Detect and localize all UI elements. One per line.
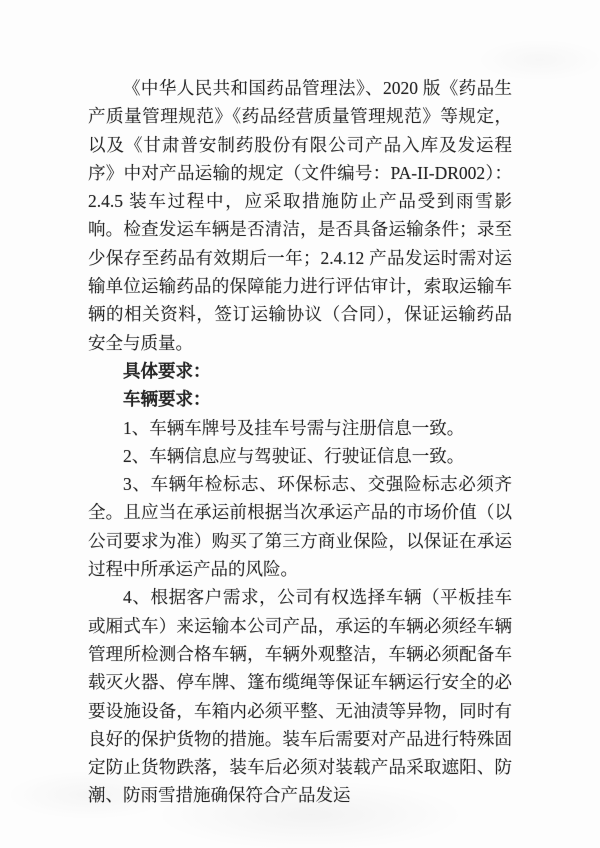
document-text-block bbox=[88, 74, 512, 810]
heading-vehicle-requirements: 车辆要求： bbox=[123, 389, 211, 410]
vehicle-requirement-item-1: 1、车辆车牌号及挂车号需与注册信息一致。 bbox=[123, 417, 465, 438]
vehicle-requirement-item-4: 4、根据客户需求，公司有权选择车辆（平板挂车或厢式车）来运输本公司产品，承运的车辆必须经车辆管理所检测合格车辆，车辆外观整洁，车辆必须配备车载灭火器、停车牌、篷布缆绳等保证车辆运行安全的必要设施设备，车箱内必须平整、无油渍等异物，同时有良好的保护货物的措施。装车后需要对产品进行特殊固定防止货物跌落，装车后必须对装载产品采取遮阳、防潮、防雨雪措施确保符合产品发运 bbox=[88, 587, 512, 806]
vehicle-requirement-item-2: 2、车辆信息应与驾驶证、行驶证信息一致。 bbox=[123, 445, 465, 466]
vehicle-requirement-item-3: 3、车辆年检标志、环保标志、交强险标志必须齐全。且应当在承运前根据当次承运产品的市场价值（以公司要求为准）购买了第三方商业保险，以保证在承运过程中所承运产品的风险。 bbox=[88, 474, 512, 580]
paragraph-regulation-intro: 《中华人民共和国药品管理法》、2020 版《药品生产质量管理规范》《药品经营质量管理规范》等规定，以及《甘肃普安制药股份有限公司产品入库及发运程序》中对产品运输的规定（文件编号：PA-II-DR002）：2.4.5 装车过程中，应采取措施防止产品受到雨雪影响。检查发运车辆是否清洁，是否具备运输条件；录至少保存至药品有效期后一年；2.4.12 产品发运时需对运输单位运输药品的保障能力进行评估审计，索取运输车辆的相关资料，签订运输协议（合同），保证运输药品安全与质量。 bbox=[88, 78, 512, 353]
heading-specific-requirements: 具体要求： bbox=[123, 360, 211, 381]
